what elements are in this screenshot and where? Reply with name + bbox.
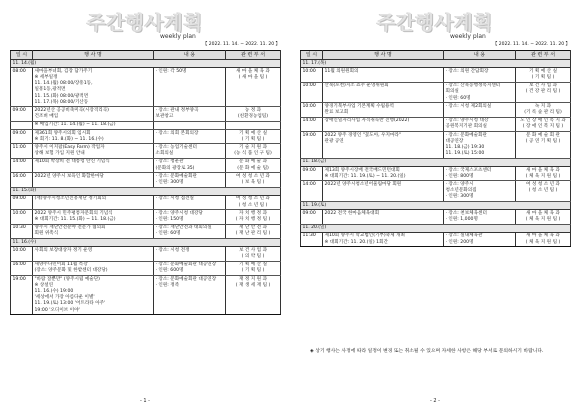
event-dept-line: ( 새 마 을 팀 ): [238, 74, 268, 80]
event-name: [33, 195, 154, 209]
event-time: 10:30: [11, 224, 33, 238]
event-name-line: 2022 양주 경영인 "꽃도아, 우지마라": [324, 132, 401, 138]
event-name-line: 제10회 양주시 학교법인(기부)축제 개최: [324, 233, 405, 239]
event-dept: [226, 130, 281, 144]
event-dept: [516, 167, 571, 181]
event-dept-line: 여 성 청 소 년 과: [236, 173, 270, 179]
event-name-line: 양주시 재난안전분야 전문가 협의회: [34, 225, 106, 231]
event-name-line: 제13회 양주시장배 전국배드민턴대회: [324, 167, 400, 173]
event-time: 19:00: [11, 276, 33, 315]
event-content-line: · 장소: 실내체육관: [445, 233, 483, 239]
event-name-line: 11. 17.(목) 08:00/기산동: [34, 99, 89, 105]
day-label: 11. 14.(월): [11, 60, 281, 68]
event-content-line: · 장소: 국제스포츠센터: [445, 167, 492, 173]
event-name: [33, 261, 154, 275]
event-content-line: · 장소: 청운관: [155, 159, 184, 165]
page-number: - 1 -: [140, 398, 150, 404]
event-dept-line: 문 화 예 술 과: [238, 159, 268, 165]
event-name-line: 완료 보고회: [324, 109, 349, 115]
event-content-line: · 장소: 문화예술회관 대공연장: [155, 276, 217, 282]
event-content-line: · 장소: 의원 간담회장: [445, 68, 489, 74]
event-time: 10:00: [11, 247, 33, 261]
event-content-line: 11. 18.(금) 19:30: [445, 144, 485, 150]
event-name-line: 건조벼 매입: [34, 114, 59, 120]
event-name-line: 2022년 양주시 보육인 화합한마당: [34, 173, 104, 179]
event-dept: [516, 117, 571, 131]
event-content-line: · 장소: 재난안전과 대회의실: [155, 225, 212, 231]
event-content: [444, 181, 516, 202]
event-name: [323, 210, 444, 224]
col-header-content: 내 용: [154, 51, 226, 60]
day-header-row: [301, 60, 571, 68]
table-row: [301, 181, 571, 202]
event-name-line: 2022 전국 한마음체육대회: [324, 210, 380, 216]
event-dept-line: 기 획 예 산 실: [528, 68, 558, 74]
event-dept: [226, 210, 281, 224]
event-name-line: (장소: 양주문화 및 한밭센터 대강당): [34, 268, 108, 274]
event-name: [33, 210, 154, 224]
col-header-content: 내 용: [444, 51, 516, 60]
event-dept: [226, 144, 281, 158]
event-name-line: 2022년 양주시청소년어울림마당 회원: [324, 181, 402, 187]
schedule-table: [10, 50, 281, 315]
page-right: [290, 0, 580, 410]
event-dept: [226, 68, 281, 107]
event-time: 19:00: [301, 132, 323, 159]
day-label: 11. 16.(수): [11, 239, 281, 247]
day-header-row: [11, 239, 281, 247]
event-content-line: 보관창고: [155, 114, 174, 120]
event-content-line: · 장소: 의회 본회의장: [155, 130, 199, 136]
event-content: [154, 276, 226, 315]
event-dept-line: 노 인 장 애 인 복 지 과: [520, 118, 566, 124]
event-time: 09:00: [301, 167, 323, 181]
event-dept-line: ( 보 육 팀 ): [241, 179, 265, 185]
event-name-line: ※ 대회기간: 11. 20.(일) 1회간: [324, 239, 388, 245]
event-content: [154, 173, 226, 187]
event-content-line: · 장소: 문화예술회관: [155, 173, 197, 179]
event-dept-line: (문 화 예 술 팀): [237, 165, 269, 171]
event-dept: [516, 210, 571, 224]
table-row: [301, 82, 571, 103]
event-name: [33, 130, 154, 144]
table-row: [11, 173, 281, 187]
page-title: 주간행사계획: [376, 12, 494, 34]
day-label: 11. 18.(금): [301, 158, 571, 166]
event-dept-line: ( 건 강 관 리 팀 ): [525, 89, 561, 95]
event-time: 09:00: [11, 130, 33, 144]
event-name-line: 11. 14.(월) 08:00/장흥1동,: [34, 81, 93, 87]
event-content-line: 청소년문화의집: [445, 188, 477, 194]
event-content-line: · 인원: 300명: [155, 179, 184, 185]
event-time: 14:00: [11, 158, 33, 172]
table-row: [301, 167, 571, 181]
day-header-row: [11, 60, 281, 68]
table-header-row: [11, 51, 281, 60]
table-row: [11, 144, 281, 158]
event-content: [444, 103, 516, 117]
event-content-line: · 장소: 천보체육센터: [445, 210, 487, 216]
col-header-time: 일 시: [11, 51, 33, 60]
event-dept-line: 새 마 을 체 육 과: [526, 210, 560, 216]
schedule-body: [11, 60, 281, 315]
event-dept-line: 보 건 사 업 과: [238, 247, 268, 253]
event-name-line: ※ 대회기간: 11. 15.(화) ∼ 11. 18.(금): [34, 216, 116, 222]
event-name-line: 19:00 '오디이브 이야': [34, 307, 80, 313]
event-dept-line: 재 난 안 전 과: [238, 225, 268, 231]
event-name-line: 장애인일자리사업 자격취득반 진행(2022): [324, 118, 410, 124]
table-row: [11, 247, 281, 261]
day-label: 11. 20.(일): [301, 224, 571, 232]
event-dept: [516, 181, 571, 202]
event-name-line: 상해 보험 가입 지원 안내: [34, 151, 85, 157]
event-dept: [516, 132, 571, 159]
table-row: [301, 132, 571, 159]
event-dept: [226, 261, 281, 275]
event-content: [444, 167, 516, 181]
day-header-row: [301, 158, 571, 166]
table-row: [11, 276, 281, 315]
event-dept-line: (농 식 품 인 구 팀): [234, 151, 272, 157]
event-dept-line: ( 기 획 팀 ): [241, 136, 265, 142]
event-name: [323, 103, 444, 117]
event-dept-line: ( 체 육 지 원 팀 ): [525, 216, 561, 222]
event-content-line: 공원복지기관 회의실: [445, 124, 487, 130]
event-content-line: · 장소: 관내 정부양곡: [155, 107, 199, 113]
event-content-line: (문화의 광장로 35): [155, 165, 195, 171]
event-name: [323, 132, 444, 159]
event-name-line: 새양주다민이회 11월 특강: [34, 262, 88, 268]
table-row: [11, 158, 281, 172]
event-dept: [516, 82, 571, 103]
event-dept-line: 여 성 청 소 년 과: [526, 181, 560, 187]
event-dept-line: ( 청 소 년 팀 ): [238, 202, 268, 208]
event-name-line: ※ 세부일정: [34, 74, 58, 80]
event-name-line: 사회의 보장대상자 정기 운영: [34, 247, 93, 253]
table-row: [301, 210, 571, 224]
event-name: [33, 173, 154, 187]
event-dept-line: ( 재 난 관 리 팀 ): [235, 231, 271, 237]
event-name: [33, 158, 154, 172]
event-content-line: · 인원: 각 50명: [155, 68, 187, 74]
event-content: [444, 210, 516, 224]
event-content-line: 대공연장: [445, 138, 464, 144]
event-content: [154, 210, 226, 224]
event-dept-line: 녹 지 과: [534, 103, 552, 109]
col-header-time: 일 시: [301, 51, 323, 60]
event-dept-line: ( 공 연 기 획 팀 ): [525, 138, 561, 144]
event-content: [154, 130, 226, 144]
event-content: [154, 68, 226, 107]
event-content-line: · 장소: 시청 제2회의실: [445, 103, 492, 109]
event-dept-line: 농 정 과: [244, 107, 262, 113]
event-name-line: ※ 상설연: [34, 282, 54, 288]
day-header-row: [301, 224, 571, 232]
table-row: [301, 232, 571, 246]
event-name: [323, 167, 444, 181]
event-content-line: · 장소: 양주시청 대강: [445, 118, 489, 124]
day-header-row: [301, 202, 571, 210]
event-dept: [516, 232, 571, 246]
event-dept-line: 새 마 을 체 육 과: [526, 167, 560, 173]
event-content-line: · 장소: 문화예술회관: [445, 132, 487, 138]
event-dept-line: 보 건 사 업 과: [528, 83, 558, 89]
day-label: 11. 17.(목): [301, 60, 571, 68]
event-name-line: 2022 양주시 민주평통자문회의 기념식: [34, 210, 113, 216]
event-time: 11:30: [301, 232, 323, 246]
event-content: [154, 261, 226, 275]
event-name-line: 산북(포천)지소 쇼주 운영위원회: [324, 83, 389, 89]
day-label: 11. 19.(토): [301, 202, 571, 210]
event-dept-line: ( 장 애 인 복 지 팀 ): [522, 124, 564, 130]
col-header-dept: 관 련 부 서: [226, 51, 281, 60]
table-header-row: [301, 51, 571, 60]
schedule-table: [300, 50, 571, 247]
col-header-event: 행 사 명: [33, 51, 154, 60]
event-name-line: ※ 매입기간: 11. 14.(월) ∼ 11. 18.(금): [34, 122, 116, 128]
event-dept-line: 새 마 을 체 육 과: [526, 233, 560, 239]
event-name: [33, 68, 154, 107]
event-content-line: · 인원: 1,000명: [445, 216, 478, 222]
table-row: [301, 68, 571, 82]
event-content-line: · 인원: 60명: [155, 231, 181, 237]
table-row: [11, 210, 281, 224]
event-time: [11, 121, 33, 129]
event-name-line: 11월 의원원회의: [324, 68, 359, 74]
event-dept-line: ( 자 치 행 정 팀 ): [235, 216, 271, 222]
table-row: [301, 117, 571, 131]
event-content: [154, 121, 226, 129]
event-name: [33, 276, 154, 315]
event-content: [154, 144, 226, 158]
event-name-line: 일흥1동,광적면: [34, 87, 66, 93]
event-content: [444, 132, 516, 159]
event-name: [323, 232, 444, 246]
event-dept: [226, 247, 281, 261]
event-name-line: 11. 19.(토) 13:00 '어트라타 아주': [34, 301, 106, 307]
event-dept-line: 기 획 예 산 실: [238, 130, 268, 136]
event-name-line: 11. 15.(화) 08:00/광적면: [34, 93, 89, 99]
event-name-line: "바람 잘뿐만" (양주시립 예술단): [34, 276, 100, 282]
event-content-line: · 인원: 200명: [445, 239, 474, 245]
event-dept-line: 자 치 행 정 과: [238, 210, 268, 216]
event-time: 10:00: [301, 103, 323, 117]
event-time: 09:00: [301, 210, 323, 224]
event-dept: [226, 276, 281, 315]
event-dept-line: 새 마 을 체 육 과: [236, 68, 270, 74]
event-name: [33, 224, 154, 238]
event-content: [154, 107, 226, 121]
event-content-line: 회의실: [445, 89, 459, 95]
event-dept-line: 문 화 예 술 회 관: [526, 132, 560, 138]
event-name: [33, 121, 154, 129]
event-content-line: · 인원: 60명: [445, 95, 471, 101]
event-content-line: · 장소: 문화예술회관 대공연장: [155, 262, 217, 268]
event-name: [323, 181, 444, 202]
event-content-line: · 인원: 150명: [155, 216, 184, 222]
event-name: [33, 247, 154, 261]
date-range: 【 2022. 11. 14. ∼ 2022. 11. 20 】: [202, 42, 280, 47]
table-row: [11, 224, 281, 238]
event-content: [154, 247, 226, 261]
event-dept: [226, 121, 281, 129]
event-name-line: 제10회 박장희 전 대통령 탄신 기념식: [34, 159, 110, 165]
event-content-line: · 장소: 농업기술센터: [155, 144, 197, 150]
event-content-line: 11. 19.(토) 15:00: [445, 151, 485, 157]
table-row: [11, 130, 281, 144]
event-time: 14:00: [301, 117, 323, 131]
event-name-line: 회원 위촉식: [34, 231, 59, 237]
event-name: [323, 82, 444, 103]
event-content-line: · 인원: 정족: [155, 282, 180, 288]
event-content-line: · 인원: 600명: [155, 268, 184, 274]
event-dept-line: 재 정 지 원 과: [238, 276, 268, 282]
col-header-dept: 관 련 부 서: [516, 51, 571, 60]
event-content-line: 소회의실: [155, 151, 174, 157]
event-time: 09:00: [11, 107, 33, 121]
event-time: 11:00: [11, 144, 33, 158]
event-content: [444, 68, 516, 82]
event-name-line: '세상에서 가장 아름다운 이별': [34, 295, 95, 301]
event-content: [154, 224, 226, 238]
event-content: [154, 195, 226, 209]
event-dept: [226, 173, 281, 187]
event-dept-line: ( 체 육 지 원 팀 ): [525, 173, 561, 179]
event-content-line: · 장소: 산북동행정복지센터: [445, 83, 501, 89]
event-dept-line: ( 기 획 팀 ): [531, 74, 555, 80]
event-name-line: 제361회 양주시의회 임시회: [34, 130, 91, 136]
event-dept: [226, 224, 281, 238]
page-number: - 2 -: [430, 398, 440, 404]
event-content: [154, 158, 226, 172]
event-dept-line: ( 청 소 년 팀 ): [528, 188, 558, 194]
event-dept-line: ( 기 획 팀 ): [241, 268, 265, 274]
table-row: [11, 107, 281, 121]
event-dept-line: 기 획 예 산 실: [238, 262, 268, 268]
event-time: 09:00: [11, 195, 33, 209]
event-name: [33, 107, 154, 121]
event-name: [323, 117, 444, 131]
event-time: 16:00: [11, 261, 33, 275]
event-time: 14:00: [301, 181, 323, 202]
event-dept-line: (친환경농업팀): [237, 114, 269, 120]
event-dept: [516, 68, 571, 82]
event-dept: [516, 103, 571, 117]
event-name: [33, 144, 154, 158]
page-subtitle: weekly plan: [160, 33, 196, 40]
table-row: [11, 121, 281, 129]
event-content-line: · 인원: 800명: [445, 173, 474, 179]
col-header-event: 행 사 명: [323, 51, 444, 60]
event-time: 08:00: [11, 68, 33, 107]
event-name-line: ※ 회기: 11. 8.(화) ∼ 11. 16.(수): [34, 136, 104, 142]
event-time: 10:00: [11, 210, 33, 224]
event-content: [444, 232, 516, 246]
event-content: [444, 117, 516, 131]
event-dept-line: ( 체 육 지 원 팀 ): [525, 239, 561, 245]
schedule-body: [301, 60, 571, 247]
date-range: 【 2022. 11. 14. ∼ 2022. 11. 20 】: [492, 42, 570, 47]
event-content-line: · 인원: 300명: [445, 194, 474, 200]
event-content-line: · 장소: 시청 접견실: [155, 196, 194, 202]
event-name-line: 2022년산 공공비축미곡(시장격리곡): [34, 107, 109, 113]
event-dept-line: ( 의 약 팀 ): [241, 253, 265, 259]
event-time: 10:00: [301, 68, 323, 82]
event-name-line: 양경기북부사업 기본계획 수립용역: [324, 103, 394, 109]
event-dept: [226, 158, 281, 172]
day-label: 11. 15.(화): [11, 187, 281, 195]
event-name-line: 양주시 이지팜(Easy Farm) 작업자: [34, 144, 105, 150]
table-row: [11, 68, 281, 107]
event-time: 16:00: [11, 173, 33, 187]
event-dept-line: (기 록 숲 관 리 팀): [524, 109, 562, 115]
event-content-line: · 장소: 시청 전정: [155, 247, 190, 253]
event-time: 10:00: [301, 82, 323, 103]
event-dept-line: 여 성 청 소 년 과: [236, 196, 270, 202]
event-content-line: · 장소: 양주시청 대강당: [155, 210, 203, 216]
event-name-line: 새마을부녀회, 김장 담가주기: [34, 68, 93, 74]
event-content: [444, 82, 516, 103]
event-content-line: · 장소: 양주시: [445, 181, 474, 187]
table-row: [11, 261, 281, 275]
day-header-row: [11, 187, 281, 195]
event-name-line: 관광 공연: [324, 138, 344, 144]
event-dept-line: ( 재 생 세 재 팀 ): [235, 282, 271, 288]
event-name: [323, 68, 444, 82]
event-name-line: ※ 대회기간: 11. 19.(토) ∼ 11. 20.(일): [324, 173, 406, 179]
event-dept: [226, 195, 281, 209]
notice-text: ◈ 상기 행사는 사정에 따라 일정이 변경 또는 취소될 수 있으며 자세한 사항은 해당 부서로 문의하시기 바랍니다.: [310, 349, 544, 354]
page-title: 주간행사계획: [86, 12, 204, 34]
event-name-line: 11. 16.(수) 19:00: [34, 289, 74, 294]
page-subtitle: weekly plan: [450, 33, 486, 40]
event-name-line: (재)양주시청소년진흥재단 정기회의: [34, 196, 107, 202]
table-row: [11, 195, 281, 209]
table-row: [301, 103, 571, 117]
event-dept-line: 기 술 지 원 과: [238, 144, 268, 150]
event-dept: [226, 107, 281, 121]
